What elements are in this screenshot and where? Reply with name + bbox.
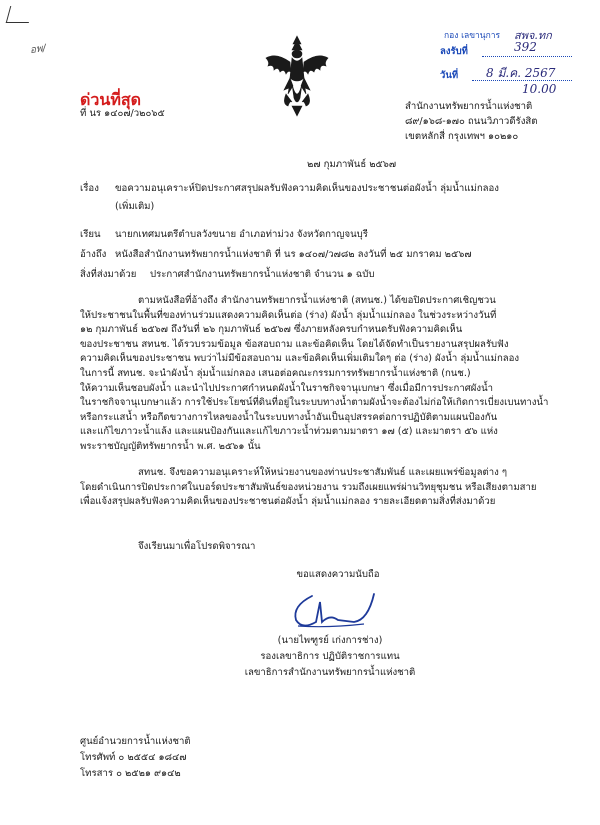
reference-label: อ้างถึง: [80, 249, 107, 260]
body-line: ในราชกิจจานุเบกษาแล้ว การใช้ประโยชน์ที่ดินที่อยู่ในระบบทางน้ำตามผังน้ำจะต้องไม่ก่อให้เกิดการเบี่ยงเบนทางน้ำ: [80, 397, 549, 409]
stamp-time-value: 10.00: [522, 82, 557, 96]
letter-date: ๒๗ กุมภาพันธ์ ๒๕๖๗: [307, 159, 397, 170]
body-line: หรือกระแสน้ำ หรือกีดขวางการไหลของน้ำในระบบทางน้ำอันเป็นอุปสรรคต่อการปฏิบัติตามแผนป้องกัน: [80, 411, 498, 423]
stamp-receive-line: [482, 56, 572, 57]
body-line: ๑๒ กุมภาพันธ์ ๒๕๖๗ ถึงวันที่ ๒๖ กุมภาพันธ์ ๒๕๖๗ ซึ่งภายหลังครบกำหนดรับฟังความคิดเห็น: [80, 324, 463, 336]
to-label: เรียน: [80, 229, 101, 240]
footer-fax: โทรสาร ๐ ๒๕๒๑ ๙๑๔๒: [80, 768, 181, 779]
enclosure-text: ประกาศสำนักงานทรัพยากรน้ำแห่งชาติ จำนวน ๑ ฉบับ: [150, 269, 375, 280]
body-line: ตามหนังสือที่อ้างถึง สำนักงานทรัพยากรน้ำแห่งชาติ (สทนช.) ได้ขอปิดประกาศเชิญชวน: [138, 295, 496, 306]
body-paragraph-1: [80, 294, 550, 455]
body-line: ในการนี้ สทนช. จะนำผังน้ำ ลุ่มน้ำแม่กลอง เสนอต่อคณะกรรมการทรัพยากรน้ำแห่งชาติ (กนช.): [80, 367, 471, 379]
closing-text: จึงเรียนมาเพื่อโปรดพิจารณา: [138, 541, 256, 552]
org-name: สำนักงานทรัพยากรน้ำแห่งชาติ: [405, 101, 533, 112]
body-line: ให้ความเห็นชอบผังน้ำ และนำไปประกาศกำหนดผังน้ำในราชกิจจานุเบกษา ซึ่งเมื่อมีการประกาศผังน้ำ: [80, 382, 494, 394]
body-line: ของประชาชน สทนช. ได้รวบรวมข้อมูล ข้อสอบถาม และข้อคิดเห็น โดยได้จัดทำเป็นรายงานสรุปผลรับฟัง: [80, 338, 509, 350]
body-line: สทนช. จึงขอความอนุเคราะห์ให้หน่วยงานของท่านประชาสัมพันธ์ และเผยแพร่ข้อมูลต่าง ๆ: [138, 467, 508, 478]
stamp-title: กอง เลขานุการ: [444, 31, 501, 41]
subject-extra: (เพิ่มเติม): [115, 201, 155, 212]
receive-stamp: [436, 26, 576, 106]
subject-text: ขอความอนุเคราะห์ปิดประกาศสรุปผลรับฟังความคิดเห็นของประชาชนต่อผังน้ำ ลุ่มน้ำแม่กลอง: [115, 183, 499, 194]
body-line: เพื่อแจ้งสรุปผลรับฟังความคิดเห็นของประชาชนต่อผังน้ำ ลุ่มน้ำแม่กลอง รายละเอียดตามสิ่งที่ส่งมาด้วย: [80, 496, 496, 508]
corner-mark: [6, 6, 34, 23]
reference-text: หนังสือสำนักงานทรัพยากรน้ำแห่งชาติ ที่ นร ๑๔๐๗/ว๗๘๒ ลงวันที่ ๒๕ มกราคม ๒๕๖๗: [115, 249, 472, 260]
stamp-receive-label: ลงรับที่: [440, 46, 468, 57]
footer-unit: ศูนย์อำนวยการน้ำแห่งชาติ: [80, 736, 191, 747]
body-line: ความคิดเห็นของประชาชน พบว่าไม่มีข้อสอบถาม และข้อคิดเห็นเพิ่มเติมใดๆ ต่อ (ร่าง) ผังน้ำ ลุ่มน้ำแม่กลอง: [80, 353, 520, 365]
body-paragraph-2: [80, 466, 550, 510]
handwritten-signature: [278, 584, 388, 632]
footer-phone: โทรศัพท์ ๐ ๒๕๕๔ ๑๘๔๗: [80, 752, 187, 763]
stamp-date-value: 8 มี.ค. 2567: [486, 66, 556, 80]
to-text: นายกเทศมนตรีตำบลวังขนาย อำเภอท่าม่วง จังหวัดกาญจนบุรี: [115, 229, 368, 240]
stamp-date-label: วันที่: [440, 70, 459, 81]
signer-position-2: เลขาธิการสำนักงานทรัพยากรน้ำแห่งชาติ: [244, 667, 416, 678]
handwritten-note: อพ/: [29, 42, 47, 57]
urgency-label: ด่วนที่สุด: [80, 90, 142, 109]
stamp-handwritten-title: สพจ.ทก: [514, 29, 552, 42]
signer-name: (นายไพฑูรย์ เก่งการช่าง): [277, 635, 383, 646]
body-line: พระราชบัญญัติทรัพยากรน้ำ พ.ศ. ๒๕๖๑ นั้น: [80, 440, 261, 452]
address-line-1: ๘๙/๑๖๘-๑๗๐ ถนนวิภาวดีรังสิต: [405, 116, 538, 127]
body-line: ให้ประชาชนในพื้นที่ของท่านร่วมแสดงความคิดเห็นต่อ (ร่าง) ผังน้ำ ลุ่มน้ำแม่กลอง ในช่วงระหว่างวันที่: [80, 309, 497, 321]
salutation: ขอแสดงความนับถือ: [296, 569, 380, 580]
reference-number: ที่ นร ๑๔๐๗/ว๒๐๖๕: [80, 108, 165, 119]
address-line-2: เขตหลักสี่ กรุงเทพฯ ๑๐๒๑๐: [405, 131, 519, 142]
enclosure-label: สิ่งที่ส่งมาด้วย: [80, 269, 137, 280]
subject-label: เรื่อง: [80, 183, 99, 194]
garuda-emblem-icon: [262, 34, 332, 118]
body-line: และแก้ไขภาวะน้ำแล้ง และแผนป้องกันและแก้ไขภาวะน้ำท่วมตามมาตรา ๑๗ (๕) และมาตรา ๕๖ แห่ง: [80, 426, 498, 438]
stamp-receive-number: 392: [514, 40, 537, 54]
signer-position-1: รองเลขาธิการ ปฏิบัติราชการแทน: [260, 651, 400, 662]
body-line: โดยดำเนินการปิดประกาศในบอร์ดประชาสัมพันธ์ของหน่วยงาน รวมถึงเผยแพร่ผ่านวิทยุชุมชน หรือเสียงตามสาย: [80, 481, 537, 493]
